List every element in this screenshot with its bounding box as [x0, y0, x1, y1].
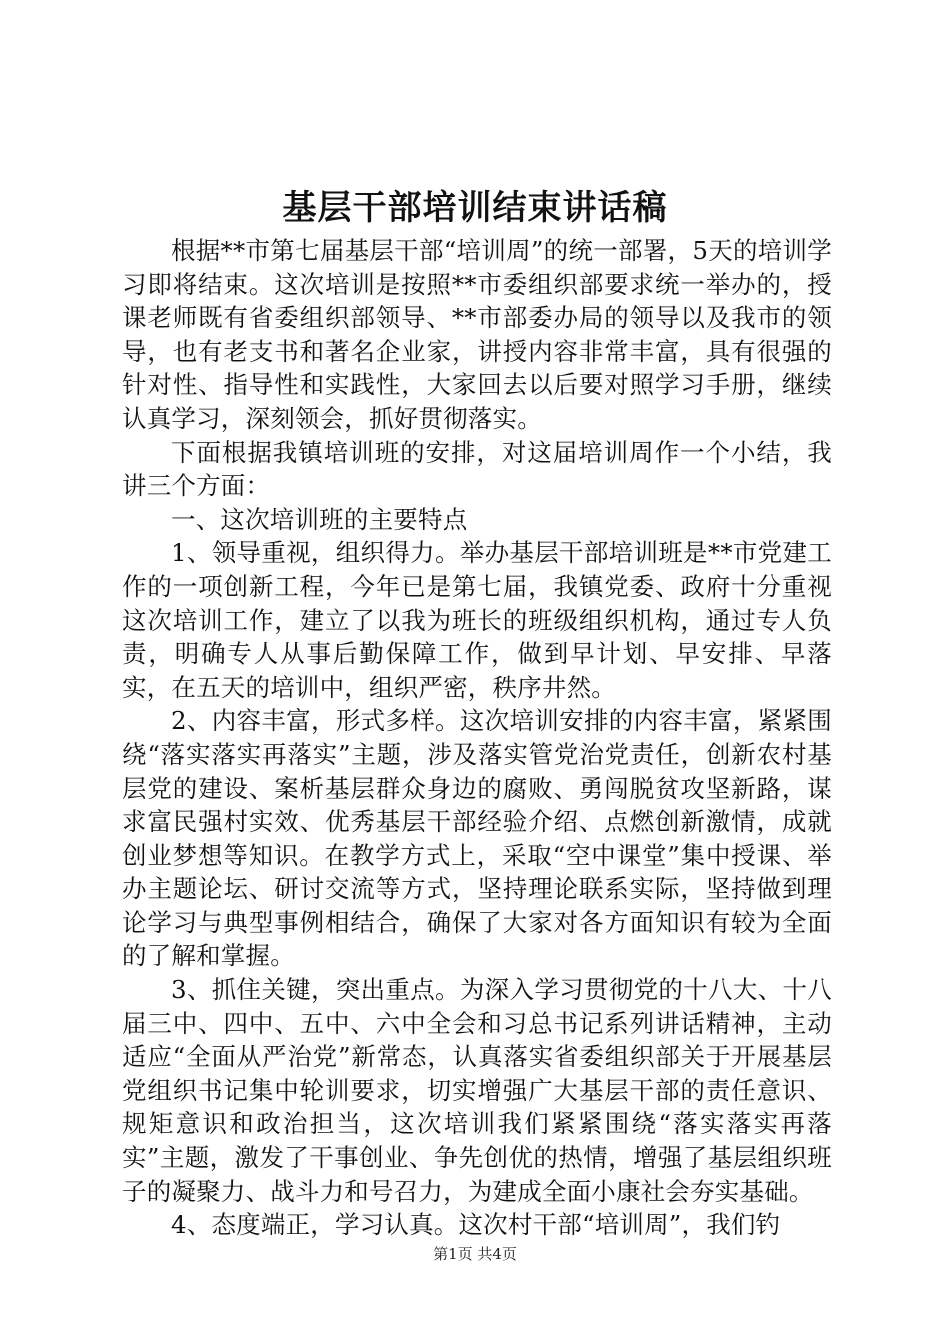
- paragraph-point-2: 2、内容丰富，形式多样。这次培训安排的内容丰富，紧紧围绕“落实落实再落实”主题，涉及落实管党治党责任，创新农村基层党的建设、案析基层群众身边的腐败、勇闯脱贫攻坚新路，谋求富民强村实效、优秀基层干部经验介绍、点燃创新激情，成就创业梦想等知识。在教学方式上，采取“空中课堂”集中授课、举办主题论坛、研讨交流等方式，坚持理论联系实际，坚持做到理论学习与典型事例相结合，确保了大家对各方面知识有较为全面的了解和掌握。: [122, 706, 832, 971]
- paragraph-point-3: 3、抓住关键，突出重点。为深入学习贯彻党的十八大、十八届三中、四中、五中、六中全会和习总书记系列讲话精神，主动适应“全面从严治党”新常态，认真落实省委组织部关于开展基层党组织书记集中轮训要求，切实增强广大基层干部的责任意识、规矩意识和政治担当，这次培训我们紧紧围绕“落实落实再落实”主题，激发了干事创业、争先创优的热情，增强了基层组织班子的凝聚力、战斗力和号召力，为建成全面小康社会夯实基础。: [122, 975, 832, 1206]
- paragraph-point-4: 4、态度端正，学习认真。这次村干部“培训周”，我们钓: [171, 1210, 781, 1240]
- document-title: 基层干部培训结束讲话稿: [282, 188, 668, 228]
- document-body: [122, 234, 832, 1242]
- page-number-footer: 第1页 共4页: [433, 1245, 517, 1263]
- paragraph-intro: 根据**市第七届基层干部“培训周”的统一部署，5天的培训学习即将结束。这次培训是按照**市委组织部要求统一举办的，授课老师既有省委组织部领导、**市部委办局的领导以及我市的领导，也有老支书和著名企业家，讲授内容非常丰富，具有很强的针对性、指导性和实践性，大家回去以后要对照学习手册，继续认真学习，深刻领会，抓好贯彻落实。: [122, 236, 832, 433]
- section-heading-features: 一、这次培训班的主要特点: [171, 504, 468, 534]
- paragraph-point-1: 1、领导重视，组织得力。举办基层干部培训班是**市党建工作的一项创新工程，今年已是第七届，我镇党委、政府十分重视这次培训工作，建立了以我为班长的班级组织机构，通过专人负责，明确专人从事后勤保障工作，做到早计划、早安排、早落实，在五天的培训中，组织严密，秩序井然。: [122, 538, 832, 702]
- paragraph-summary-intro: 下面根据我镇培训班的安排，对这届培训周作一个小结，我讲三个方面：: [122, 437, 832, 501]
